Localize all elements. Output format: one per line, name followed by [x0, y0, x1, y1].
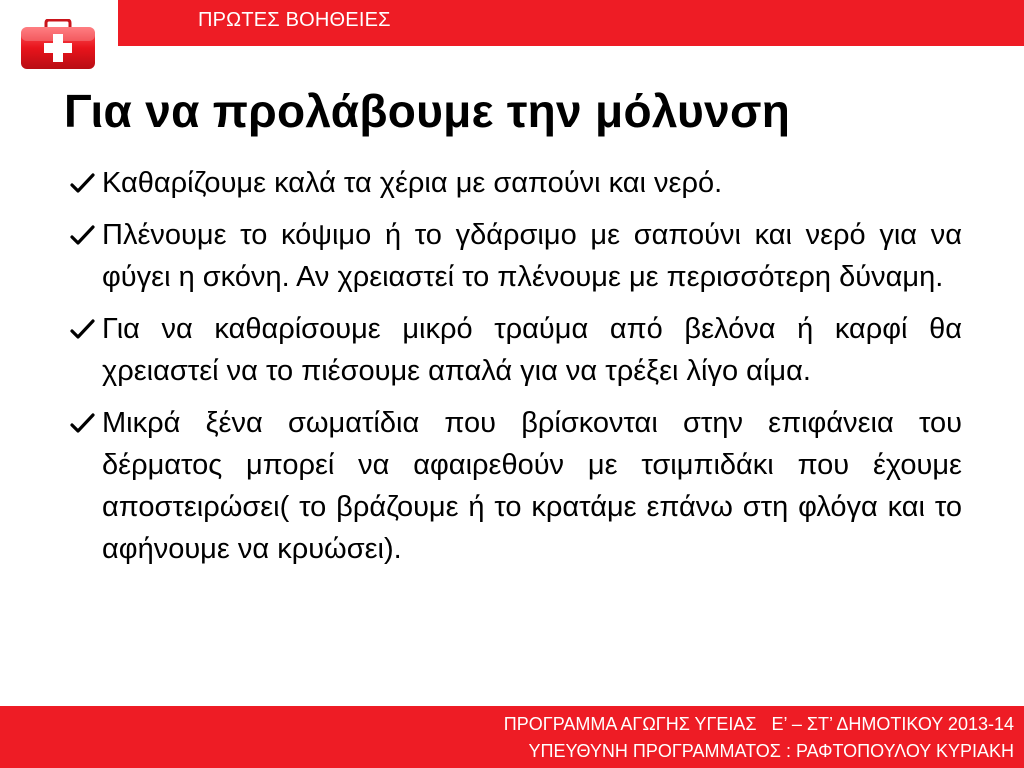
footer-program-line: ΠΡΟΓΡΑΜΜΑ ΑΓΩΓΗΣ ΥΓΕΙΑΣ Ε’ – ΣΤ’ ΔΗΜΟΤΙΚΟΥ 2013-14 — [503, 714, 1014, 734]
checkmark-icon — [66, 308, 102, 350]
bullet-text: Πλένουμε το κόψιμο ή το γδάρσιμο με σαπούνι και νερό για να φύγει η σκόνη. Αν χρειαστεί το πλένουμε με περισσότερη δύναμη. — [102, 219, 962, 293]
checkmark-icon — [66, 214, 102, 256]
bullet-text: Για να καθαρίσουμε μικρό τραύμα από βελόνα ή καρφί θα χρειαστεί να το πιέσουμε απαλά για να τρέξει λίγο αίμα. — [102, 313, 962, 387]
first-aid-kit-icon — [20, 19, 96, 71]
header-title: ΠΡΩΤΕΣ ΒΟΗΘΕΙΕΣ — [198, 9, 391, 31]
list-item — [66, 214, 962, 298]
bullet-text: Καθαρίζουμε καλά τα χέρια με σαπούνι και νερό. — [102, 167, 723, 199]
list-item — [66, 402, 962, 570]
footer-bar — [0, 706, 1024, 768]
list-item — [66, 308, 962, 392]
bullet-text: Μικρά ξένα σωματίδια που βρίσκονται στην επιφάνεια του δέρματος μπορεί να αφαιρεθούν με τσιμπιδάκι που έχουμε αποστειρώσει( το βράζουμε ή το κρατάμε επάνω στη φλόγα και το αφήνουμε να κρυώσει). — [102, 407, 962, 565]
checkmark-icon — [66, 402, 102, 444]
list-item — [66, 162, 962, 204]
header-bar — [118, 0, 1024, 46]
checkmark-icon — [66, 162, 102, 204]
footer-responsible-line: ΥΠΕΥΘΥΝΗ ΠΡΟΓΡΑΜΜΑΤΟΣ : ΡΑΦΤΟΠΟΥΛΟΥ ΚΥΡΙΑΚΗ — [528, 741, 1014, 761]
slide-title: Για να προλάβουμε την μόλυνση — [64, 85, 791, 137]
bullet-list — [66, 162, 962, 580]
